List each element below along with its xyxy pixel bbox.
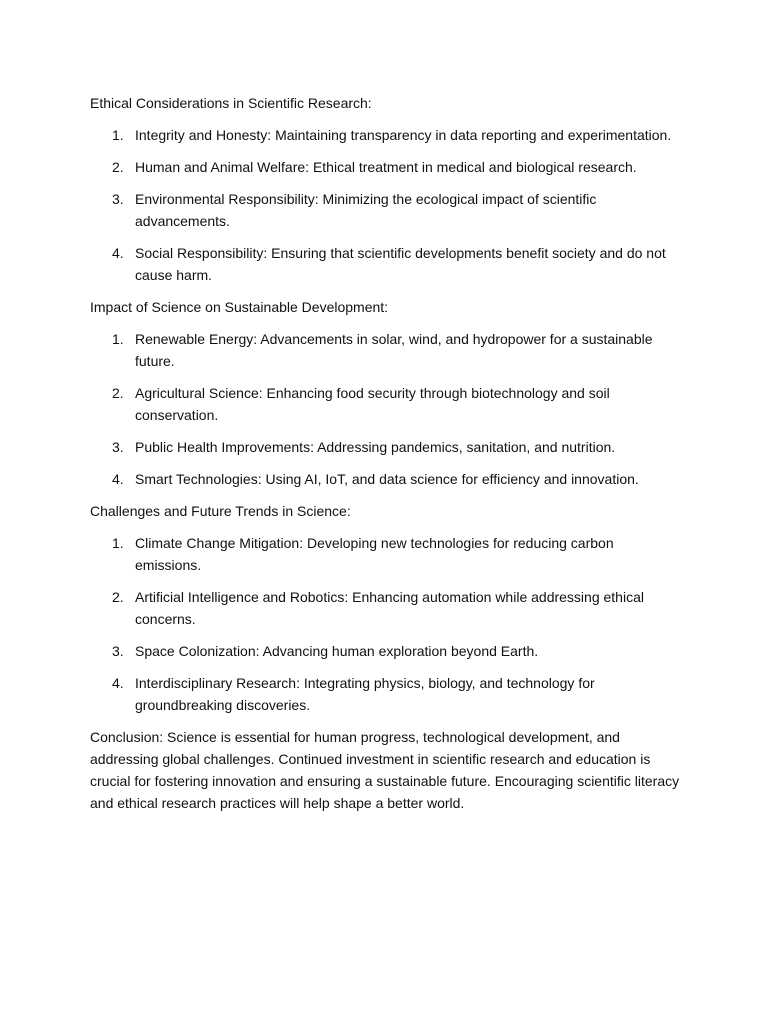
list-item bbox=[90, 436, 680, 458]
list-item-text: Human and Animal Welfare: Ethical treatment in medical and biological research. bbox=[135, 159, 637, 175]
section-ethical-considerations bbox=[90, 92, 680, 286]
list-item bbox=[90, 124, 680, 146]
list-item-text: Social Responsibility: Ensuring that scientific developments benefit society and do not cause harm. bbox=[135, 245, 666, 283]
list-item-text: Artificial Intelligence and Robotics: Enhancing automation while addressing ethical concerns. bbox=[135, 589, 644, 627]
conclusion-paragraph: Conclusion: Science is essential for human progress, technological development, and addressing global challenges. Continued investment in scientific research and education is crucial for fostering innovation and ensuring a sustainable future. Encouraging scientific literacy and ethical research practices will help shape a better world. bbox=[90, 729, 680, 811]
numbered-list bbox=[90, 124, 680, 286]
list-item bbox=[90, 532, 680, 576]
list-item-text: Space Colonization: Advancing human exploration beyond Earth. bbox=[135, 643, 539, 659]
section-heading: Challenges and Future Trends in Science: bbox=[90, 503, 351, 519]
section-heading: Impact of Science on Sustainable Development: bbox=[90, 299, 389, 315]
list-item-text: Climate Change Mitigation: Developing new technologies for reducing carbon emissions. bbox=[135, 535, 614, 573]
list-item-text: Integrity and Honesty: Maintaining transparency in data reporting and experimentation. bbox=[135, 127, 672, 143]
list-item bbox=[90, 242, 680, 286]
list-item bbox=[90, 640, 680, 662]
numbered-list bbox=[90, 532, 680, 716]
list-number: 1. bbox=[112, 127, 124, 143]
list-number: 2. bbox=[112, 589, 124, 605]
list-item-text: Environmental Responsibility: Minimizing the ecological impact of scientific advancements. bbox=[135, 191, 597, 229]
document-page bbox=[90, 92, 680, 814]
list-item bbox=[90, 156, 680, 178]
list-number: 2. bbox=[112, 385, 124, 401]
section-heading: Ethical Considerations in Scientific Research: bbox=[90, 95, 372, 111]
list-number: 4. bbox=[112, 675, 124, 691]
list-item-text: Agricultural Science: Enhancing food security through biotechnology and soil conservation. bbox=[135, 385, 610, 423]
list-number: 3. bbox=[112, 439, 124, 455]
list-item-text: Public Health Improvements: Addressing pandemics, sanitation, and nutrition. bbox=[135, 439, 616, 455]
list-item-text: Smart Technologies: Using AI, IoT, and data science for efficiency and innovation. bbox=[135, 471, 639, 487]
list-item bbox=[90, 382, 680, 426]
list-item-text: Renewable Energy: Advancements in solar, wind, and hydropower for a sustainable future. bbox=[135, 331, 653, 369]
list-number: 4. bbox=[112, 245, 124, 261]
list-item bbox=[90, 188, 680, 232]
list-number: 4. bbox=[112, 471, 124, 487]
section-challenges-future-trends bbox=[90, 500, 680, 716]
list-item bbox=[90, 328, 680, 372]
list-item bbox=[90, 586, 680, 630]
list-item bbox=[90, 468, 680, 490]
list-item bbox=[90, 672, 680, 716]
list-number: 3. bbox=[112, 643, 124, 659]
section-sustainable-development bbox=[90, 296, 680, 490]
list-number: 1. bbox=[112, 535, 124, 551]
list-item-text: Interdisciplinary Research: Integrating physics, biology, and technology for groundbreaking discoveries. bbox=[135, 675, 595, 713]
list-number: 3. bbox=[112, 191, 124, 207]
list-number: 2. bbox=[112, 159, 124, 175]
list-number: 1. bbox=[112, 331, 124, 347]
numbered-list bbox=[90, 328, 680, 490]
